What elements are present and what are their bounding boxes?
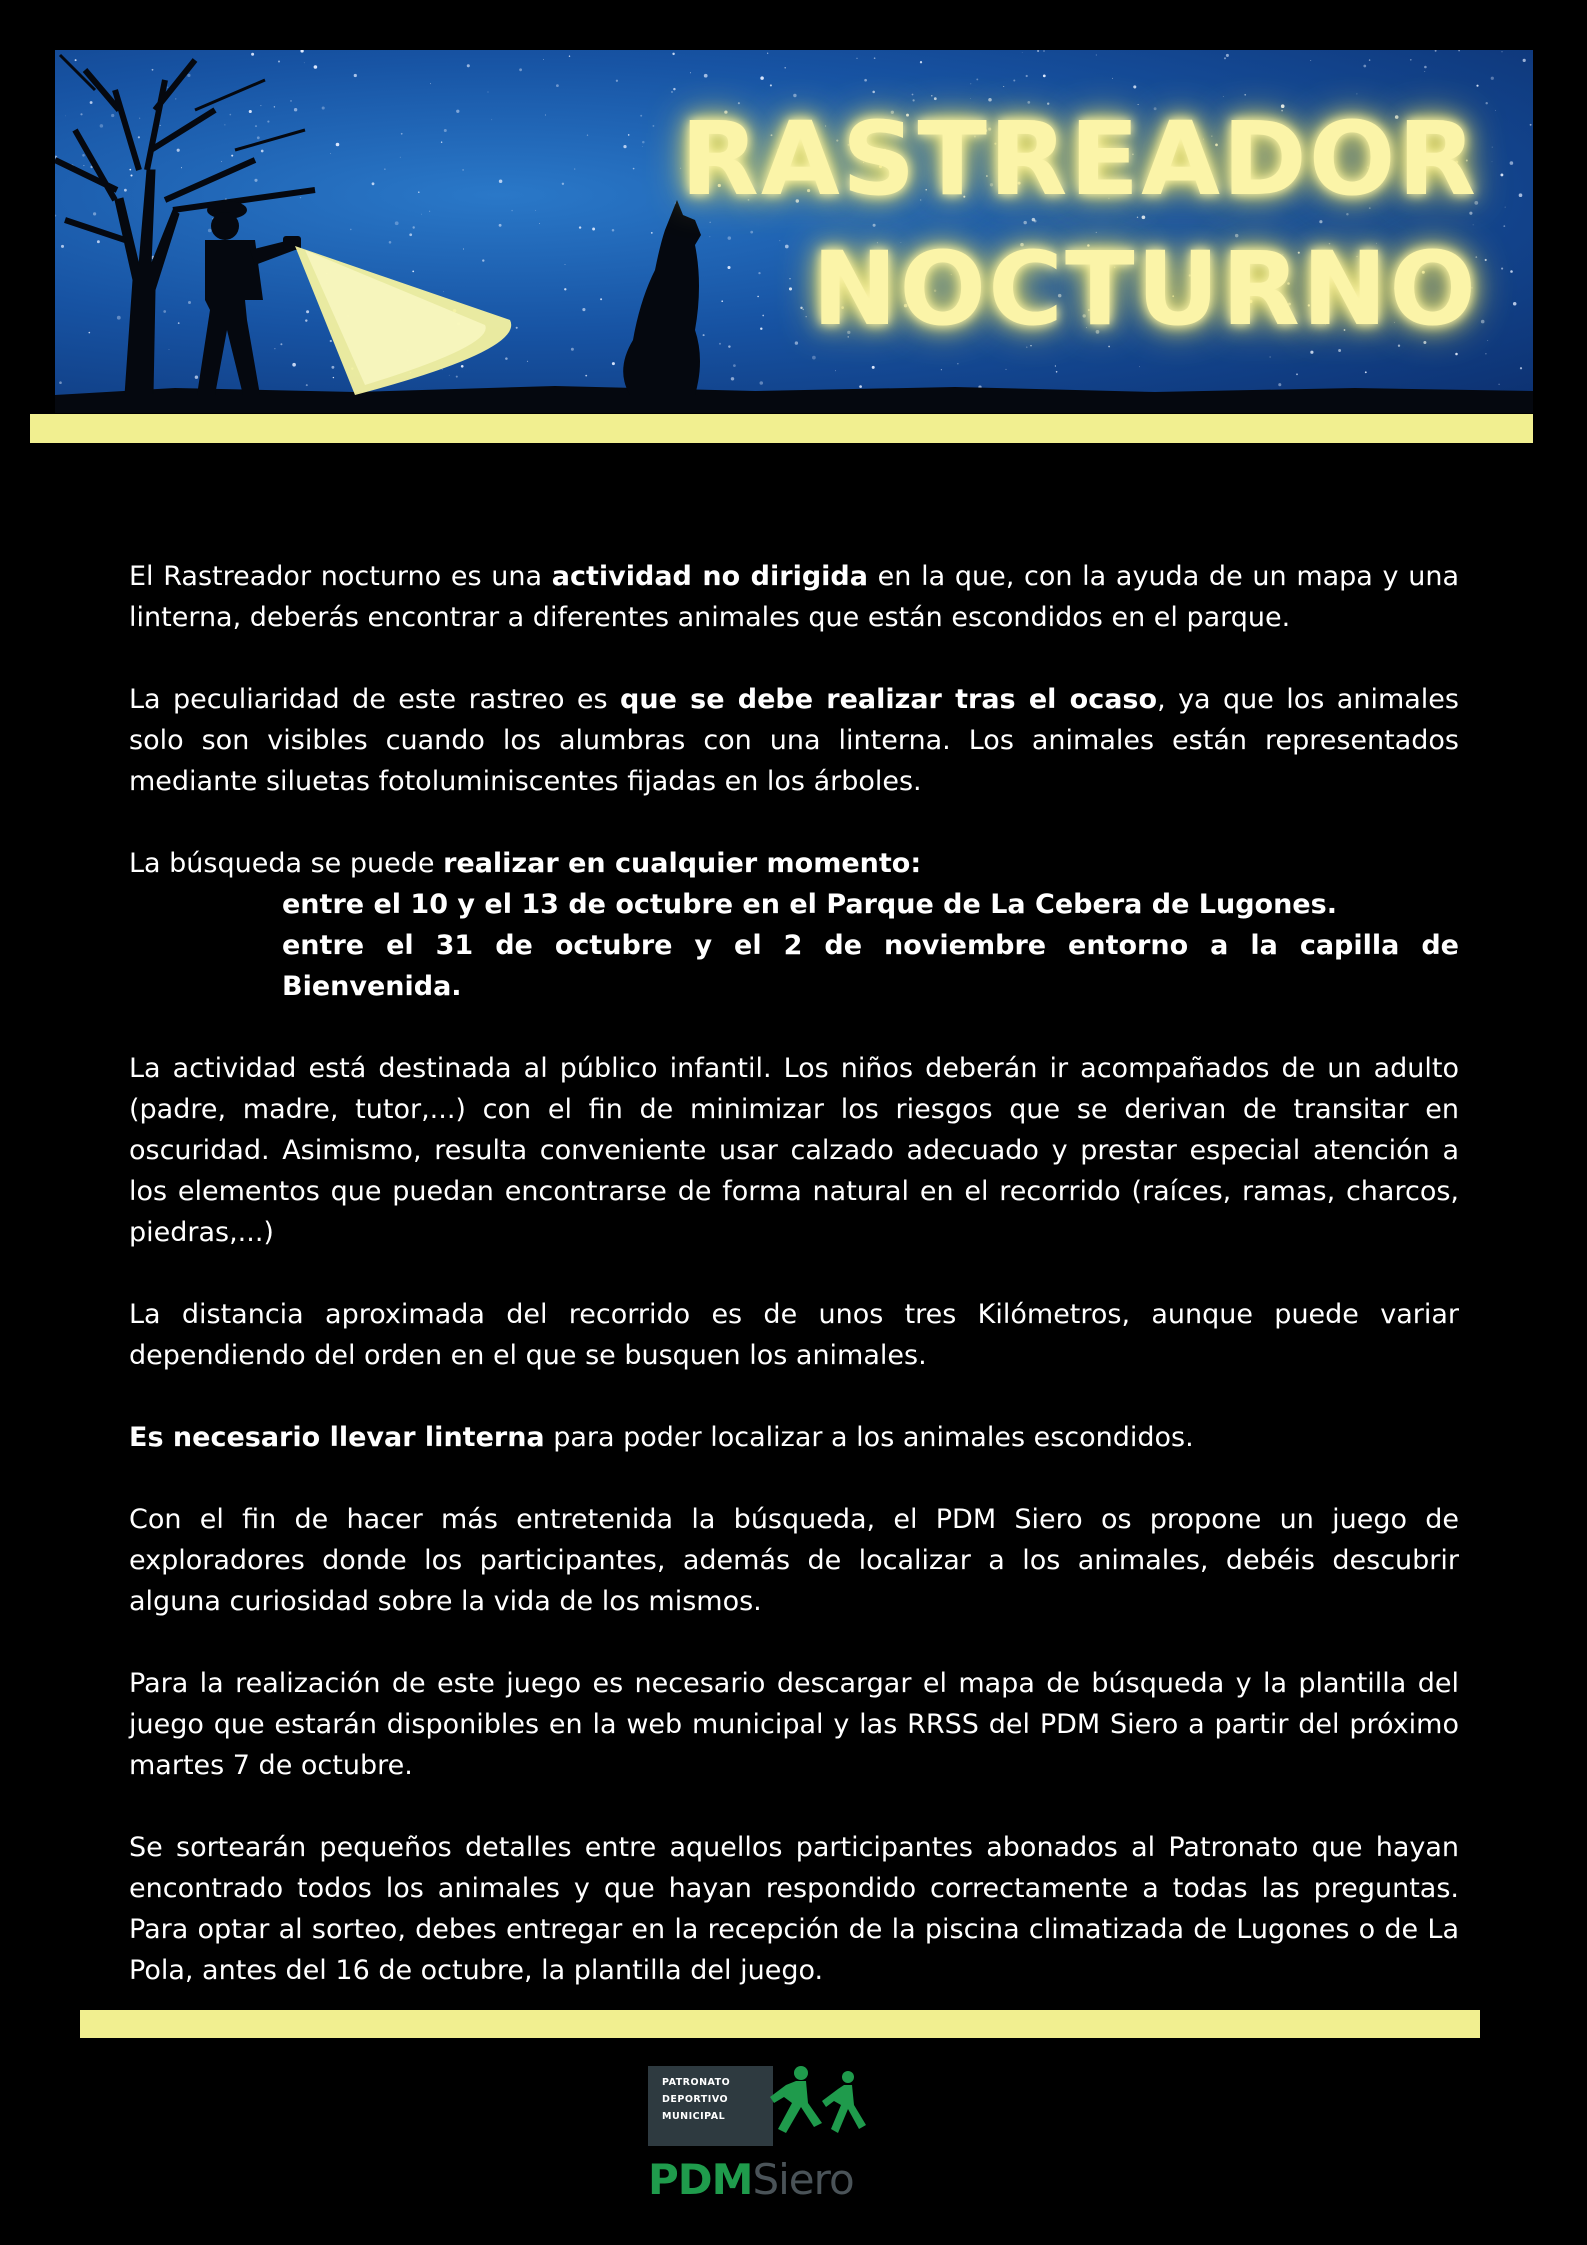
- paragraph-distance: La distancia aproximada del recorrido es de unos tres Kilómetros, aunque puede variar dependiendo del orden en el que se busquen los animales.: [129, 1299, 1459, 1371]
- date-lugones: entre el 10 y el 13 de octubre en el Parque de La Cebera de Lugones.: [282, 889, 1337, 920]
- logo-box: PATRONATO DEPORTIVO MUNICIPAL: [648, 2066, 773, 2146]
- paragraph-download: Para la realización de este juego es necesario descargar el mapa de búsqueda y la plantilla del juego que estarán disponibles en la web municipal y las RRSS del PDM Siero a partir del próximo martes 7 de octubre.: [129, 1668, 1459, 1781]
- logo-wordmark: PDMSiero: [648, 2155, 854, 2204]
- accent-bar-top: [30, 414, 1533, 443]
- title-line-1: RASTREADOR: [680, 100, 1478, 219]
- body-text: [129, 556, 1459, 1991]
- accent-bar-bottom: [80, 2010, 1480, 2038]
- pdm-siero-logo: [648, 2063, 874, 2203]
- paragraph-game: Con el fin de hacer más entretenida la búsqueda, el PDM Siero os propone un juego de exploradores donde los participantes, además de localizar a los animales, debéis descubrir alguna curiosidad sobre la vida de los mismos.: [129, 1504, 1459, 1617]
- date-bienvenida: entre el 31 de octubre y el 2 de noviembre entorno a la capilla de Bienvenida.: [282, 930, 1459, 1002]
- page-title: [680, 95, 1478, 355]
- paragraph-intro: El Rastreador nocturno es una actividad no dirigida en la que, con la ayuda de un mapa y una linterna, deberás encontrar a diferentes animales que están escondidos en el parque.: [129, 561, 1459, 633]
- explorer-silhouette: [197, 201, 301, 395]
- paragraph-raffle: Se sortearán pequeños detalles entre aquellos participantes abonados al Patronato que hayan encontrado todos los animales y que hayan respondido correctamente a todas las preguntas. Para optar al sorteo, debes entregar en la recepción de la piscina climatizada de Lugones o de La Pola, antes del 16 de octubre, la plantilla del juego.: [129, 1832, 1459, 1986]
- header-banner: [55, 50, 1533, 413]
- tree-silhouette: [55, 55, 315, 395]
- paragraph-flashlight: Es necesario llevar linterna para poder localizar a los animales escondidos.: [129, 1422, 1194, 1453]
- runners-icon: [756, 2063, 871, 2148]
- title-line-2: NOCTURNO: [812, 230, 1478, 349]
- paragraph-sunset: La peculiaridad de este rastreo es que se debe realizar tras el ocaso, ya que los animales solo son visibles cuando los alumbras con una linterna. Los animales están representados mediante siluetas fotoluminiscentes fijadas en los árboles.: [129, 684, 1459, 797]
- paragraph-dates: La búsqueda se puede realizar en cualquier momento: entre el 10 y el 13 de octubre en el Parque de La Cebera de Lugones. entre el 31 de octubre y el 2 de noviembre entorno a la capilla de Bienvenida.: [129, 843, 1459, 1007]
- paragraph-audience: La actividad está destinada al público infantil. Los niños deberán ir acompañados de un adulto (padre, madre, tutor,...) con el fin de minimizar los riesgos que se derivan de transitar en oscuridad. Asimismo, resulta conveniente usar calzado adecuado y prestar especial atención a los elementos que puedan encontrarse de forma natural en el recorrido (raíces, ramas, charcos, piedras,...): [129, 1053, 1459, 1248]
- ground-silhouette: [55, 386, 1533, 413]
